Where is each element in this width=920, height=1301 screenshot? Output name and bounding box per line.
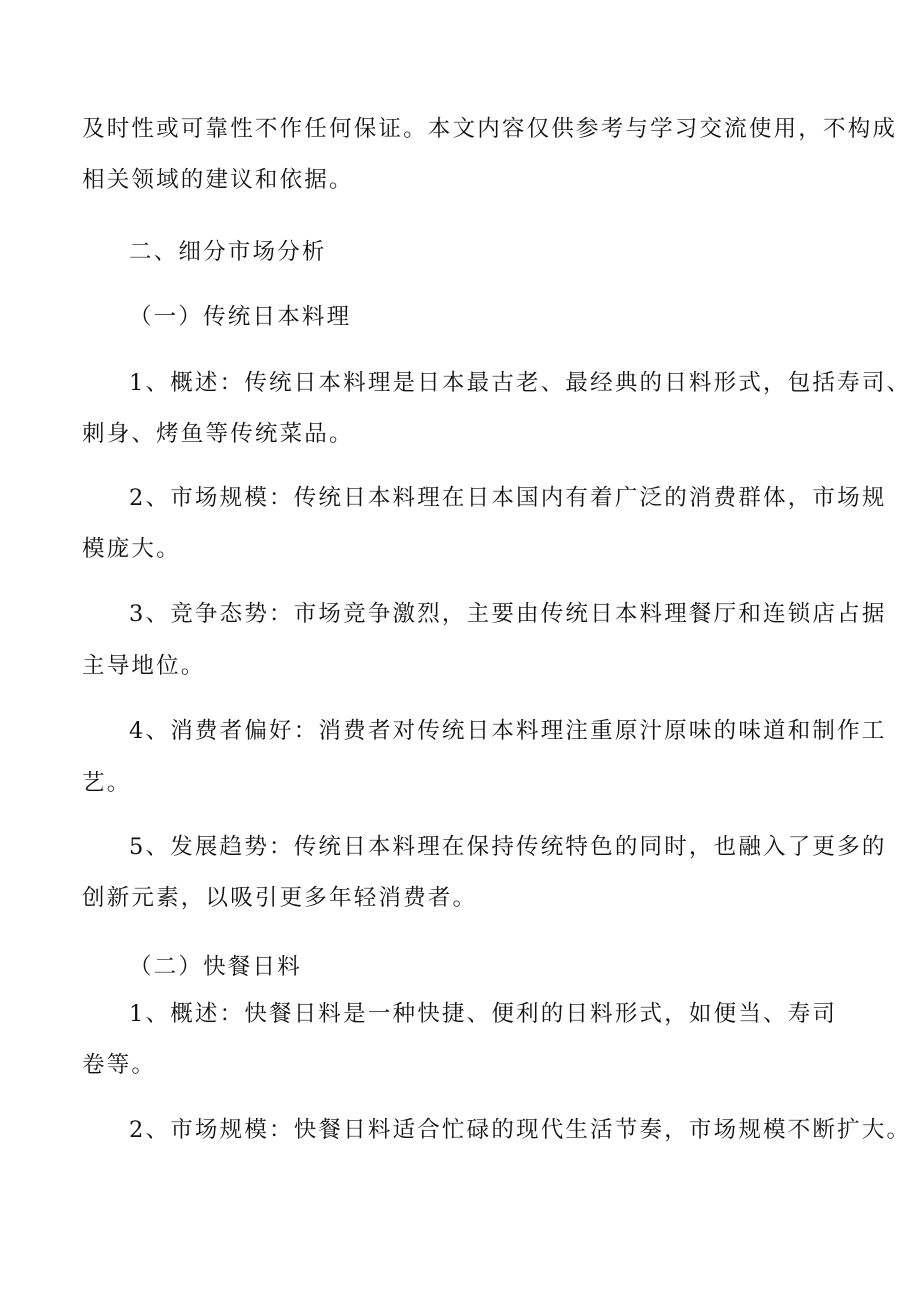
paragraph-line-7: 3、竞争态势：市场竞争激烈，主要由传统日本料理餐厅和连锁店占据 <box>129 601 887 627</box>
paragraph-line-11: 5、发展趋势：传统日本料理在保持传统特色的同时，也融入了更多的 <box>129 834 887 860</box>
paragraph-line-10: 艺。 <box>82 770 132 796</box>
paragraph-line-2: 相关领域的建议和依据。 <box>82 167 354 193</box>
paragraph-line-4: 刺身、烤鱼等传统菜品。 <box>82 421 354 447</box>
paragraph-line-6: 模庞大。 <box>82 536 181 562</box>
subsection-heading-1: （一）传统日本料理 <box>129 304 352 330</box>
paragraph-line-13: 1、概述：快餐日料是一种快捷、便利的日料形式，如便当、寿司 <box>129 1001 838 1027</box>
paragraph-line-12: 创新元素，以吸引更多年轻消费者。 <box>82 885 478 911</box>
paragraph-line-14: 卷等。 <box>82 1052 157 1078</box>
paragraph-line-3: 1、概述：传统日本料理是日本最古老、最经典的日料形式，包括寿司、 <box>129 370 912 396</box>
paragraph-line-9: 4、消费者偏好：消费者对传统日本料理注重原汁原味的味道和制作工 <box>129 718 887 744</box>
paragraph-line-8: 主导地位。 <box>82 653 206 679</box>
subsection-heading-2: （二）快餐日料 <box>129 954 302 980</box>
paragraph-line-1: 及时性或可靠性不作任何保证。本文内容仅供参考与学习交流使用，不构成 <box>82 116 898 142</box>
paragraph-line-15: 2、市场规模：快餐日料适合忙碌的现代生活节奏，市场规模不断扩大。 <box>129 1117 912 1143</box>
paragraph-line-5: 2、市场规模：传统日本料理在日本国内有着广泛的消费群体，市场规 <box>129 485 887 511</box>
section-heading: 二、细分市场分析 <box>129 239 327 265</box>
